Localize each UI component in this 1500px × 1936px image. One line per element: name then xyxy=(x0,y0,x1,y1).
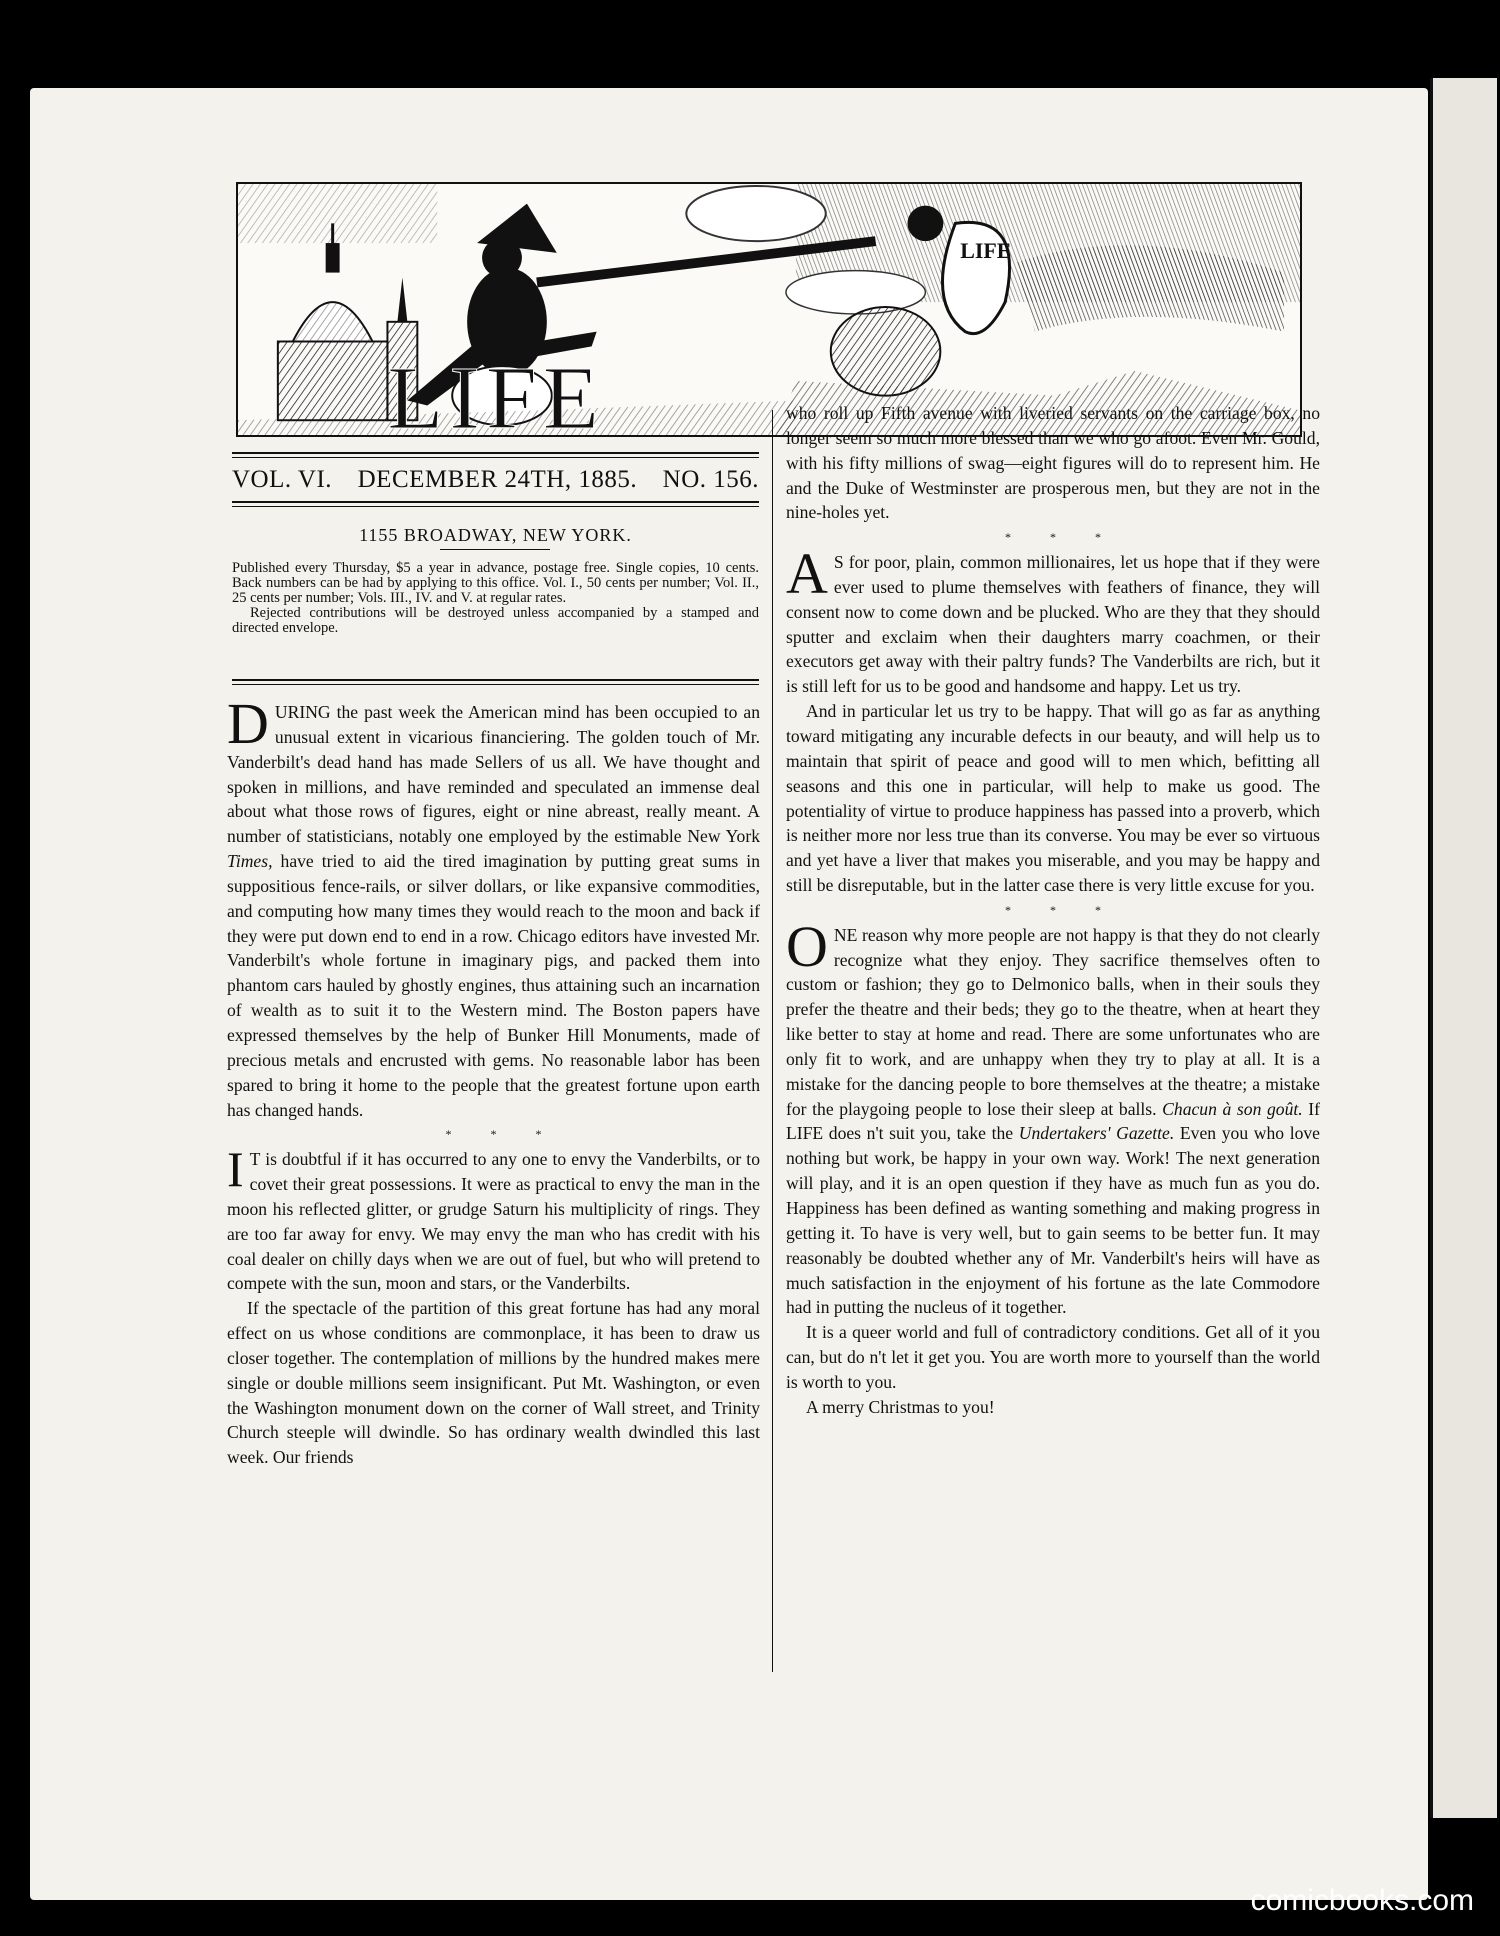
section-separator: * * * xyxy=(1005,530,1101,545)
article-column-right xyxy=(786,401,1320,1420)
article-paragraph: A S for poor, plain, common millionaires, let us hope that if they were ever used to plume themselves with feathers of finance, they will consent now to come down and be plucked. Who are they that they should sputter and exclaim when their daughters marry coachmen, or their executors get away with their paltry funds? The Vanderbilts are rich, but it is still left for us to be good and handsome and happy. Let us try. xyxy=(786,541,1320,697)
article-paragraph: If the spectacle of the partition of this great fortune has had any moral effect on us whose conditions are commonplace, it has been to draw us closer together. The contemplation of millions by the hundred makes mere single or double millions seem insignificant. Put Mt. Washington, or even the Washington monument down on the corner of Wall street, and Trinity Church steeple will dwindle. So has ordinary wealth dwindled this last week. Our friends xyxy=(227,1298,760,1468)
volume-number: VOL. VI. xyxy=(232,466,333,493)
drop-cap: O xyxy=(786,913,828,979)
publisher-address: 1155 BROADWAY, NEW YORK. xyxy=(359,525,632,545)
terms-paragraph: Published every Thursday, $5 a year in advance, postage free. Single copies, 10 cents. Back numbers can be had by applying to this office. Vol. I., 50 cents per number; Vol. II., 25 cents per number; Vols. III., IV. and V. at regular rates. xyxy=(232,560,759,606)
shield-label: LIFE xyxy=(960,238,1012,263)
column-divider xyxy=(772,410,773,1672)
issue-line-top-rule-thin xyxy=(232,457,759,458)
terms-bottom-rule xyxy=(232,679,759,681)
next-page-edge xyxy=(1430,78,1497,1818)
drop-cap: A xyxy=(786,541,828,607)
article-closing: A merry Christmas to you! xyxy=(806,1396,995,1417)
issue-line-top-rule xyxy=(232,452,759,454)
masthead-engraving xyxy=(238,184,1300,435)
masthead-illustration xyxy=(236,182,1302,437)
article-paragraph: ONE reason why more people are not happy is that they do not clearly recognize what they enjoy. They sacrifice themselves often to custom or fashion; they go to Delmonico balls, when in their souls they prefer the theatre and their beds; they go to the theatre, when at heart they like better to stay at home and read. There are some unfortunates who are only fit to work, and are unhappy when they try to play at all. It is a mistake for the dancing people to bore themselves at the theatre; a mistake for the playgoing people to lose their sleep at balls. Chacun à son goût. If LIFE does n't suit you, take the Undertakers' Gazette. Even you who love nothing but work, be happy in your own way. Work! The next generation will play, and it is an open question if they have as much fun as you do. Happiness has been defined as wanting something and making progress in getting it. To have is very well, but to gain seems to be better fun. It may reasonably be doubted whether any of Mr. Vanderbilt's heirs will have as much satisfaction in the enjoyment of his fortune as the late Commodore had in putting the nucleus of it together. xyxy=(786,913,1321,1318)
article-paragraph: DURING the past week the American mind has been occupied to an unusual extent in vicarious financiering. The golden touch of Mr. Vanderbilt's dead hand has made Sellers of us all. We have thought and spoken in millions, and have reminded and speculated an immense deal about what those rows of figures, eight or nine abreast, really meant. A number of statisticians, notably one employed by the estimable New York Times, have tried to aid the tired imagination by putting great sums in suppositious fence-rails, or silver dollars, or like expansive commodities, and computing how many times they would reach to the moon and back if they were put down end to end in a row. Chicago editors have invested Mr. Vanderbilt's whole fortune in imaginary pigs, and packed them into phantom cars hauled by ghostly engines, thus attaining such an incarnation of wealth as to suit it to the Western mind. The Boston papers have expressed themselves by the help of Bunker Hill Monuments, made of precious metals and encrusted with gems. No reasonable labor has been spared to bring it home to the people that the greatest fortune upon earth has changed hands. xyxy=(227,691,760,1120)
site-watermark: comicbooks.com xyxy=(1250,1884,1474,1917)
address-underline xyxy=(440,549,550,550)
section-separator: * * * xyxy=(445,1127,542,1142)
terms-notice: Rejected contributions will be destroyed unless accompanied by a stamped and directed envelope. xyxy=(232,605,759,636)
terms-bottom-rule-thin xyxy=(232,684,759,685)
drop-cap: I xyxy=(227,1141,244,1198)
section-separator: * * * xyxy=(1005,902,1101,917)
masthead-title: LIFE xyxy=(387,347,605,435)
drop-cap: D xyxy=(227,691,269,756)
article-paragraph: And in particular let us try to be happy. That will go as far as anything toward mitigating any incurable defects in our beauty, and will help us to maintain that spirit of peace and good will to men which, befitting all seasons and this one in particular, will help to make us good. The potentiality of virtue to produce happiness has passed into a proverb, which is neither more nor less true than its converse. You may be ever so virtuous and yet have a liver that makes you miserable, and you may be happy and still be disreputable, but in the latter case there is very little excuse for you. xyxy=(786,701,1320,896)
issue-date: DECEMBER 24TH, 1885. xyxy=(357,466,638,493)
issue-line-bottom-rule-thin xyxy=(232,506,759,507)
subscription-terms xyxy=(232,561,759,636)
issue-line-bottom-rule xyxy=(232,501,759,503)
article-column-left xyxy=(227,691,760,1470)
article-paragraph: It is a queer world and full of contradictory conditions. Get all of it you can, but do n't let it get you. You are worth more to yourself than the world is worth to you. xyxy=(786,1322,1320,1392)
issue-line xyxy=(232,466,759,494)
issue-number: NO. 156. xyxy=(662,466,759,493)
article-paragraph: who roll up Fifth avenue with liveried servants on the carriage box, no longer seem so much more blessed than we who go afoot. Even Mr. Gould, with his fifty millions of swag—eight figures will do to represent him. He and the Duke of Westminster are prosperous men, but they are not in the nine-holes yet. xyxy=(786,403,1320,523)
article-paragraph: I T is doubtful if it has occurred to any one to envy the Vanderbilts, or to covet their great possessions. It were as practical to envy the man in the moon his reflected glitter, or grudge Saturn his multiplicity of rings. They are too far away for envy. We may envy the man who has credit with his coal dealer on chilly days when we are out of fuel, but who will pretend to compete with the sun, moon and stars, or the Vanderbilts. xyxy=(227,1141,760,1294)
